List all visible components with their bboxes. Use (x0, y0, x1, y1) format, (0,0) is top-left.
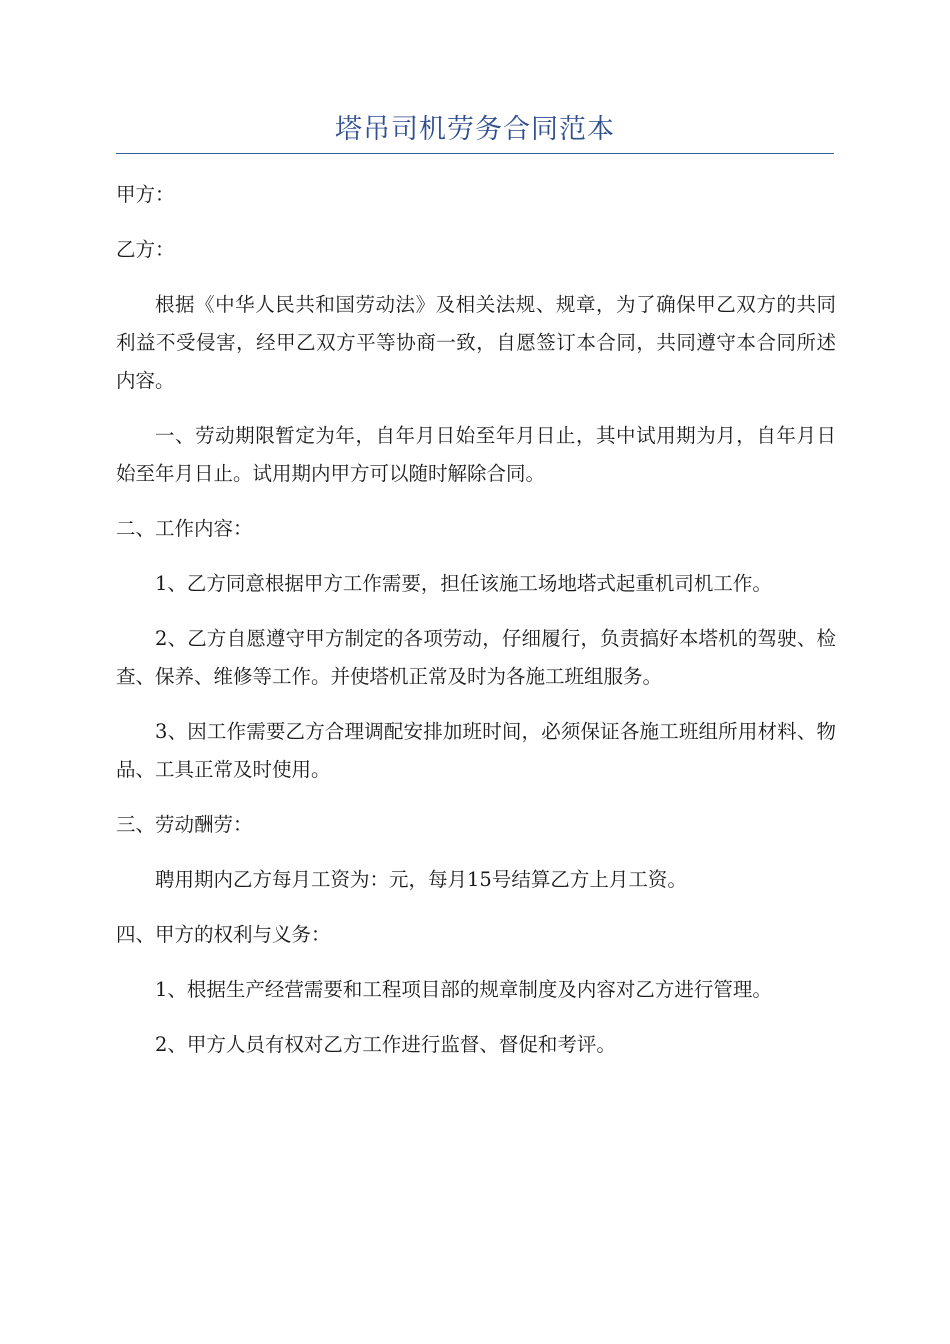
section-heading-work: 二、工作内容： (116, 517, 253, 540)
pay-item: 聘用期内乙方每月工资为：元，每月15号结算乙方上月工资。 (155, 868, 687, 891)
section-heading-pay: 三、劳动酬劳： (116, 813, 253, 836)
work-item: 1、乙方同意根据甲方工作需要，担任该施工场地塔式起重机司机工作。 (155, 572, 772, 595)
section-heading-party-a-rights: 四、甲方的权利与义务： (116, 923, 331, 946)
preamble-paragraph: 根据《中华人民共和国劳动法》及相关法规、规章，为了确保甲乙双方的共同利益不受侵害，经甲乙双方平等协商一致，自愿签订本合同，共同遵守本合同所述内容。 (116, 293, 836, 392)
term-paragraph: 一、劳动期限暂定为年，自年月日始至年月日止，其中试用期为月，自年月日始至年月日止。试用期内甲方可以随时解除合同。 (116, 424, 836, 485)
work-item: 3、因工作需要乙方合理调配安排加班时间，必须保证各施工班组所用材料、物品、工具正常及时使用。 (116, 720, 836, 781)
rights-item: 2、甲方人员有权对乙方工作进行监督、督促和考评。 (155, 1033, 616, 1056)
work-item: 2、乙方自愿遵守甲方制定的各项劳动，仔细履行，负责搞好本塔机的驾驶、检查、保养、维修等工作。并使塔机正常及时为各施工班组服务。 (116, 627, 836, 688)
party-a-line: 甲方： (116, 183, 175, 206)
rights-item: 1、根据生产经营需要和工程项目部的规章制度及内容对乙方进行管理。 (155, 978, 772, 1001)
document-title: 塔吊司机劳务合同范本 (335, 114, 615, 145)
title-underline (116, 153, 834, 154)
document-body (116, 176, 836, 1081)
party-b-line: 乙方： (116, 238, 175, 261)
